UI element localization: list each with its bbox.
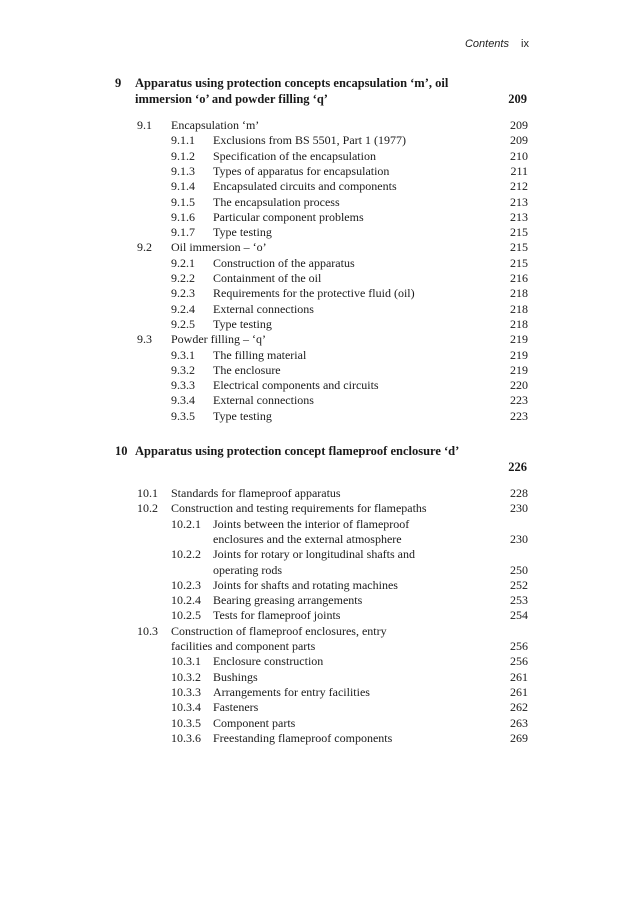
toc-entry <box>0 547 629 562</box>
section-page-number: 220 <box>510 378 528 393</box>
section-title: Joints between the interior of flameproof <box>213 516 410 531</box>
section-page-number: 253 <box>510 593 528 608</box>
chapter-number: 9 <box>115 76 122 90</box>
section-title: Joints for shafts and rotating machines <box>213 577 398 592</box>
section-title: Joints for rotary or longitudinal shafts and <box>213 547 415 562</box>
toc-entry <box>0 149 629 164</box>
section-page-number: 219 <box>510 332 528 347</box>
section-number: 9.3.1 <box>171 347 195 362</box>
running-header-page-numeral: ix <box>521 38 529 50</box>
toc-entry <box>0 578 629 593</box>
section-number: 9.2.4 <box>171 301 195 316</box>
toc-entry <box>0 256 629 271</box>
section-page-number: 218 <box>510 286 528 301</box>
section-number: 10.2.3 <box>171 577 201 592</box>
section-title: Construction of the apparatus <box>213 255 355 270</box>
section-number: 9.3.3 <box>171 378 195 393</box>
section-title: Standards for flameproof apparatus <box>171 486 341 500</box>
section-number: 10.2.5 <box>171 608 201 623</box>
section-number: 9.2 <box>137 240 152 255</box>
section-number: 9.3.5 <box>171 408 195 423</box>
section-page-number: 215 <box>510 225 528 240</box>
section-number: 9.2.1 <box>171 255 195 270</box>
section-title: Specification of the encapsulation <box>213 148 376 163</box>
toc-entry <box>0 317 629 332</box>
section-title: Construction of flameproof enclosures, entry <box>171 623 387 638</box>
chapter-heading <box>115 443 527 475</box>
toc-entry <box>0 593 629 608</box>
section-number: 9.1.3 <box>171 163 195 178</box>
section-number: 9.1 <box>137 118 152 132</box>
section-number: 9.1.1 <box>171 133 195 148</box>
section-title: Arrangements for entry facilities <box>213 684 370 699</box>
running-header-label: Contents <box>464 38 509 50</box>
section-number: 10.2.2 <box>171 547 201 562</box>
toc-entry <box>0 639 629 654</box>
section-number: 9.3.4 <box>171 393 195 408</box>
toc-entry <box>0 210 629 225</box>
section-page-number: 210 <box>510 148 528 163</box>
section-page-number: 218 <box>510 301 528 316</box>
section-title: Enclosure construction <box>213 654 324 669</box>
section-number: 9.2.2 <box>171 271 195 285</box>
section-page-number: 213 <box>510 209 528 224</box>
section-title: Type testing <box>213 408 272 423</box>
section-number: 10.2 <box>137 501 158 516</box>
section-page-number: 230 <box>510 531 528 546</box>
toc-entry <box>0 731 629 746</box>
section-page-number: 262 <box>510 700 528 715</box>
section-title: Powder filling – ‘q’ <box>171 332 266 347</box>
toc-entry <box>0 179 629 194</box>
chapter-title-line: Apparatus using protection concepts encapsulation ‘m’, oil <box>135 76 449 90</box>
section-number: 10.3.5 <box>171 715 201 730</box>
section-page-number: 261 <box>510 669 528 684</box>
section-title: Freestanding flameproof components <box>213 730 393 745</box>
section-title: Types of apparatus for encapsulation <box>213 163 390 178</box>
section-number: 10.3 <box>137 623 158 638</box>
toc-entry <box>0 378 629 393</box>
toc-entry <box>0 195 629 210</box>
section-number: 9.1.2 <box>171 148 195 163</box>
section-page-number: 216 <box>510 271 528 285</box>
toc-entry <box>0 716 629 731</box>
section-page-number: 256 <box>510 654 528 669</box>
toc-entry <box>0 118 629 133</box>
section-page-number: 215 <box>510 255 528 270</box>
section-title: Oil immersion – ‘o’ <box>171 240 267 255</box>
toc-entry <box>0 409 629 424</box>
section-title: The encapsulation process <box>213 194 340 209</box>
toc-entry <box>0 670 629 685</box>
toc-entry <box>0 486 629 501</box>
section-number: 10.3.6 <box>171 730 201 745</box>
toc-entry <box>0 563 629 578</box>
section-number: 10.3.4 <box>171 700 201 715</box>
section-page-number: 256 <box>510 639 528 653</box>
section-page-number: 209 <box>510 133 528 148</box>
toc-entry <box>0 700 629 715</box>
section-title: Containment of the oil <box>213 271 322 285</box>
section-number: 10.3.2 <box>171 669 201 684</box>
section-title: Encapsulated circuits and components <box>213 179 397 194</box>
section-page-number: 215 <box>510 240 528 255</box>
toc-entry <box>0 654 629 669</box>
toc-entry <box>0 133 629 148</box>
section-title: Exclusions from BS 5501, Part 1 (1977) <box>213 133 406 148</box>
section-number: 9.3 <box>137 332 152 347</box>
section-title: Encapsulation ‘m’ <box>171 118 260 132</box>
section-title: Fasteners <box>213 700 259 715</box>
chapter-title-line: immersion ‘o’ and powder filling ‘q’ <box>135 92 328 106</box>
section-page-number: 212 <box>510 179 528 194</box>
section-page-number: 250 <box>510 562 528 577</box>
section-title: Component parts <box>213 715 296 730</box>
toc-entry <box>0 164 629 179</box>
chapter-heading <box>115 75 527 107</box>
section-title: Requirements for the protective fluid (oil) <box>213 286 415 301</box>
chapter-page-number: 226 <box>508 460 527 474</box>
section-number: 9.1.5 <box>171 194 195 209</box>
section-page-number: 252 <box>510 577 528 592</box>
chapter-number: 10 <box>115 444 128 458</box>
section-number: 9.1.7 <box>171 225 195 240</box>
section-number: 10.3.1 <box>171 654 201 669</box>
section-title: facilities and component parts <box>171 639 316 653</box>
section-title: Bushings <box>213 669 258 684</box>
section-page-number: 209 <box>510 118 528 132</box>
toc-entry <box>0 348 629 363</box>
section-page-number: 223 <box>510 408 528 423</box>
toc-entry <box>0 685 629 700</box>
toc-entry <box>0 517 629 532</box>
section-page-number: 219 <box>510 347 528 362</box>
section-title: Particular component problems <box>213 209 364 224</box>
section-page-number: 228 <box>510 486 528 500</box>
chapter-title <box>135 443 495 475</box>
section-title: Type testing <box>213 225 272 240</box>
section-title: Tests for flameproof joints <box>213 608 341 623</box>
section-title: External connections <box>213 301 314 316</box>
toc-entry <box>0 302 629 317</box>
toc-entry <box>0 271 629 286</box>
section-title: Bearing greasing arrangements <box>213 593 363 608</box>
section-number: 9.2.5 <box>171 316 195 331</box>
section-page-number: 269 <box>510 730 528 745</box>
section-page-number: 223 <box>510 393 528 408</box>
chapter-page-number: 209 <box>508 92 527 106</box>
toc-entry <box>0 501 629 516</box>
section-page-number: 211 <box>510 163 528 178</box>
section-number: 9.3.2 <box>171 362 195 377</box>
section-title: enclosures and the external atmosphere <box>213 531 402 546</box>
section-number: 9.1.6 <box>171 209 195 224</box>
toc-entry <box>0 240 629 255</box>
chapter-title <box>135 75 495 107</box>
section-title: The enclosure <box>213 362 281 377</box>
section-title: The filling material <box>213 347 307 362</box>
toc-entry <box>0 532 629 547</box>
section-page-number: 254 <box>510 608 528 623</box>
section-number: 10.3.3 <box>171 684 201 699</box>
section-number: 9.1.4 <box>171 179 195 194</box>
section-title: Type testing <box>213 316 272 331</box>
section-number: 9.2.3 <box>171 286 195 301</box>
toc-entry <box>0 393 629 408</box>
toc-entry <box>0 624 629 639</box>
section-number: 10.2.4 <box>171 593 201 608</box>
toc-entry <box>0 332 629 347</box>
section-page-number: 219 <box>510 362 528 377</box>
section-page-number: 263 <box>510 715 528 730</box>
toc-entry <box>0 286 629 301</box>
chapter-title-line: Apparatus using protection concept flameproof enclosure ‘d’ <box>135 444 460 458</box>
chapter-title-line <box>135 459 495 475</box>
section-page-number: 213 <box>510 194 528 209</box>
section-page-number: 230 <box>510 501 528 516</box>
section-title: Electrical components and circuits <box>213 378 379 393</box>
section-title: External connections <box>213 393 314 408</box>
toc-entry <box>0 225 629 240</box>
section-number: 10.2.1 <box>171 516 201 531</box>
section-page-number: 261 <box>510 684 528 699</box>
section-number: 10.1 <box>137 486 158 500</box>
toc-entry <box>0 363 629 378</box>
section-title: operating rods <box>213 562 282 577</box>
toc-entry <box>0 608 629 623</box>
section-title: Construction and testing requirements for flamepaths <box>171 501 427 516</box>
running-header <box>465 38 529 50</box>
section-page-number: 218 <box>510 316 528 331</box>
